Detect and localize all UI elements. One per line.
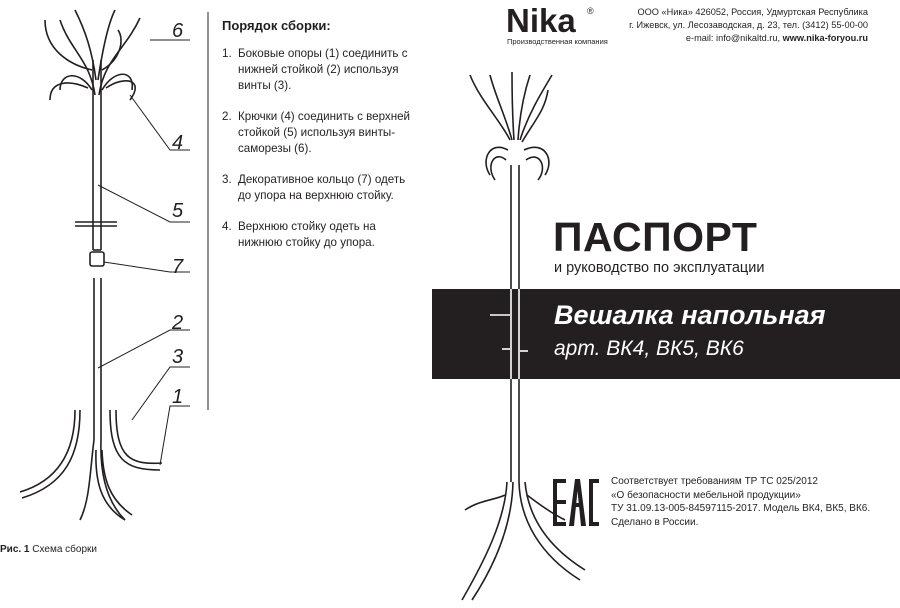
callout-7: 7 xyxy=(172,256,184,278)
callout-3: 3 xyxy=(172,346,184,368)
passport-title: ПАСПОРТ xyxy=(553,214,758,260)
stand-hooks xyxy=(470,72,552,180)
registered-mark: ® xyxy=(587,6,594,16)
step-text: Боковые опоры (1) соединить с нижней стойкой (2) используя винты (3). xyxy=(238,47,408,92)
certification-text xyxy=(611,475,891,529)
passport-subtitle: и руководство по эксплуатации xyxy=(554,260,765,276)
caption-prefix: Рис. 1 xyxy=(0,544,30,555)
step-number: 4. xyxy=(222,220,232,233)
step-number: 1. xyxy=(222,47,232,60)
contact-email: e-mail: info@nikaltd.ru, xyxy=(685,33,783,43)
product-name: Вешалка напольная xyxy=(554,300,826,330)
contact-street: г. Ижевск, ул. Лесозаводская, д. 23, тел. (3412) 55-00-00 xyxy=(629,20,868,30)
callout-2: 2 xyxy=(172,312,184,334)
callout-6: 6 xyxy=(172,20,184,42)
step-text: Верхнюю стойку одеть на нижнюю стойку до упора. xyxy=(238,220,376,249)
brand-logo: Nika xyxy=(506,2,576,39)
caption-text: Схема сборки xyxy=(32,544,97,555)
cert-line: Сделано в России. xyxy=(611,516,699,528)
step-text: Декоративное кольцо (7) одеть до упора на верхнюю стойку. xyxy=(238,173,406,202)
eac-mark-icon xyxy=(553,479,599,526)
product-article: арт. ВК4, ВК5, ВК6 xyxy=(554,337,744,360)
cert-line: Соответствует требованиям ТР ТС 025/2012 xyxy=(611,476,818,487)
callout-1: 1 xyxy=(172,386,184,408)
assembly-title: Порядок сборки: xyxy=(222,18,331,33)
callout-4: 4 xyxy=(172,132,184,154)
contact-address: ООО «Ника» 426052, Россия, Удмуртская Республика xyxy=(637,7,868,17)
callout-5: 5 xyxy=(172,200,184,222)
step-number: 2. xyxy=(222,110,232,123)
step-text: Крючки (4) соединить с верхней стойкой (5) используя винты-саморезы (6). xyxy=(238,110,411,155)
contact-website: www.nika-foryou.ru xyxy=(782,33,868,43)
brand-tagline: Производственная компания xyxy=(507,37,608,46)
cert-line: «О безопасности мебельной продукции» xyxy=(611,489,801,501)
step-number: 3. xyxy=(222,173,232,186)
cert-line: ТУ 31.09.13-005-84597115-2017. Модель ВК4, ВК5, ВК6. xyxy=(611,503,871,514)
